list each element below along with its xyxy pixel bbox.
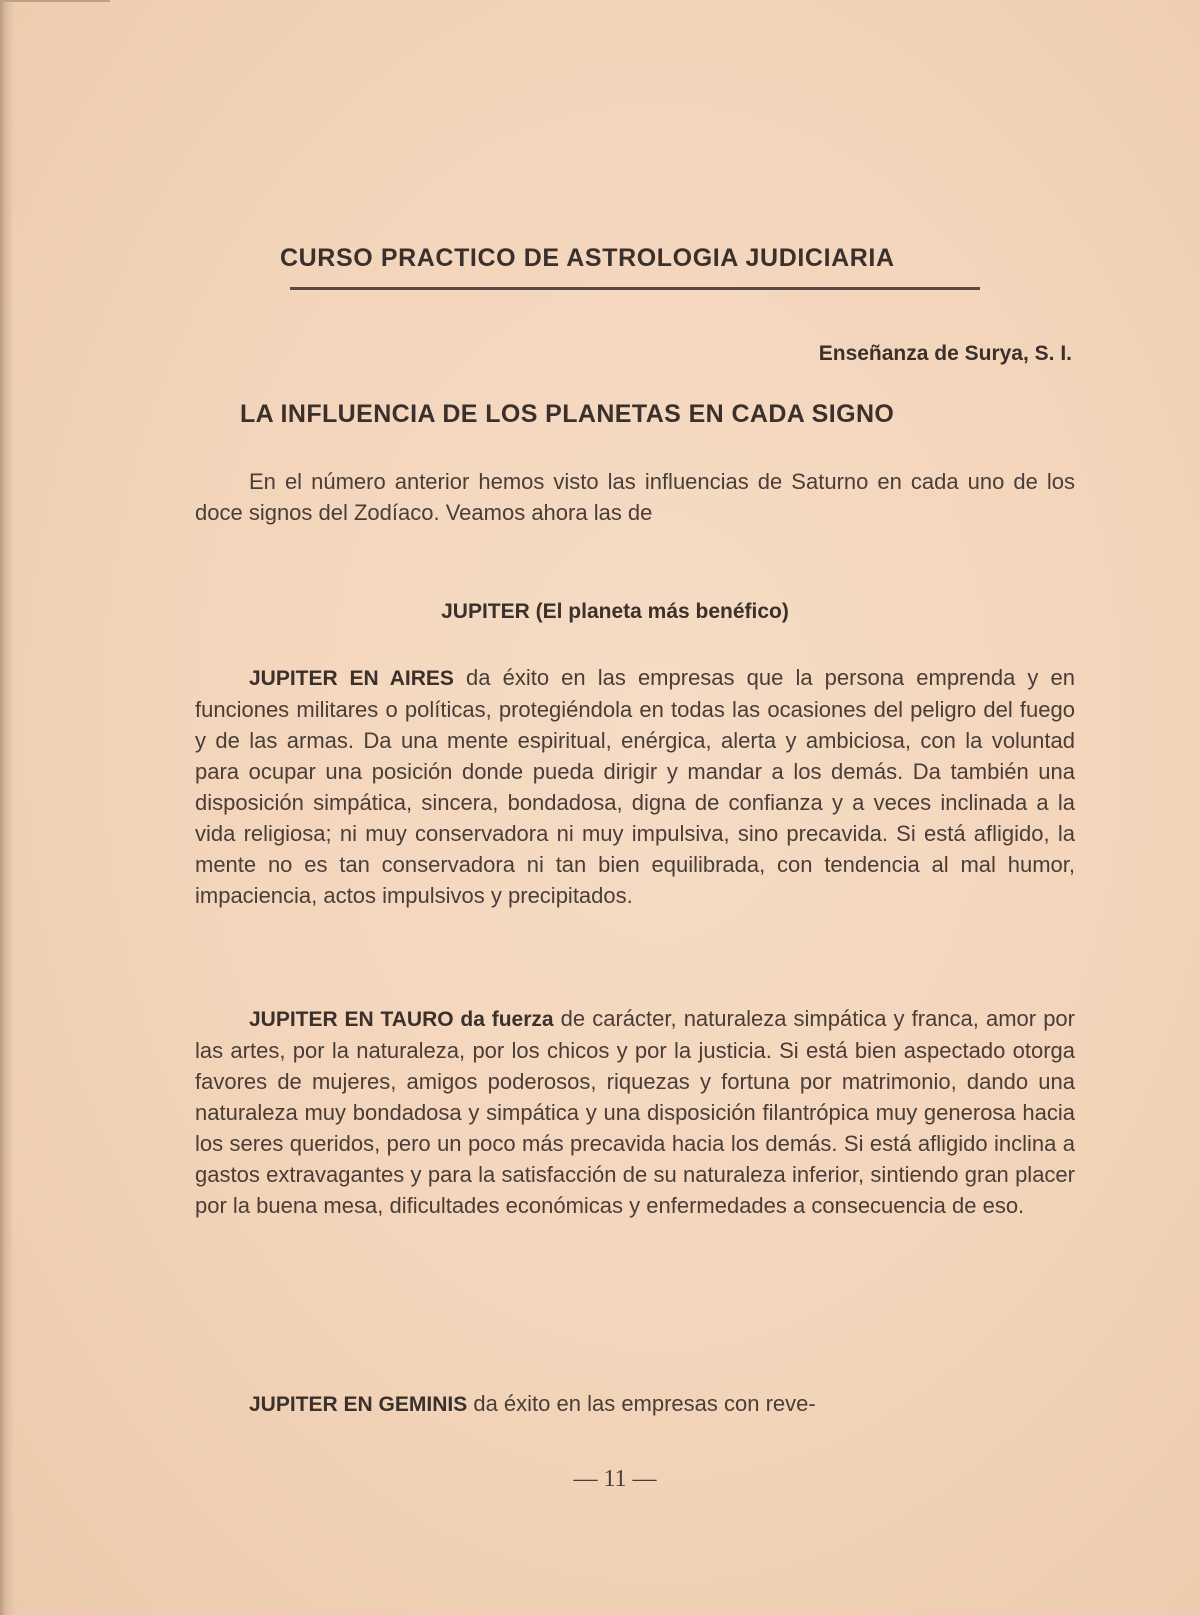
paragraph-jupiter-aries bbox=[195, 662, 1075, 911]
title-underline bbox=[290, 287, 980, 290]
lead-jupiter-aries: JUPITER EN AIRES bbox=[249, 667, 454, 690]
jupiter-heading: JUPITER (El planeta más benéfico) bbox=[441, 600, 789, 623]
course-title: CURSO PRACTICO DE ASTROLOGIA JUDICIARIA bbox=[280, 244, 895, 272]
section-title: LA INFLUENCIA DE LOS PLANETAS EN CADA SIGNO bbox=[240, 400, 895, 428]
paragraph-jupiter-geminis bbox=[195, 1388, 1075, 1420]
text-jupiter-geminis: da éxito en las empresas con reve- bbox=[473, 1391, 816, 1416]
text-jupiter-tauro: de carácter, naturaleza simpática y franca, amor por las artes, por la naturaleza, por los chicos y por la justicia. Si está bien aspectado otorga favores de mujeres, amigos poderosos, riquezas y fortuna por matrimonio, dando una naturaleza muy bondadosa y simpática y una disposición filantrópica muy generosa hacia los seres queridos, pero un poco más precavida hacia los demás. Si está afligido inclina a gastos extravagantes y para la satisfacción de su naturaleza inferior, sintiendo gran placer por la buena mesa, dificultades económicas y enfermedades a consecuencia de eso. bbox=[195, 1006, 1075, 1218]
page-binding-edge bbox=[0, 0, 14, 1615]
author-line: Enseñanza de Surya, S. I. bbox=[818, 342, 1072, 365]
intro-paragraph bbox=[195, 466, 1075, 528]
paragraph-jupiter-tauro bbox=[195, 1003, 1075, 1221]
page-number: — 11 — bbox=[573, 1466, 657, 1492]
lead-jupiter-geminis: JUPITER EN GEMINIS bbox=[249, 1393, 468, 1416]
intro-text: En el número anterior hemos visto las influencias de Saturno en cada uno de los doce signos del Zodíaco. Veamos ahora las de bbox=[195, 469, 1075, 525]
top-edge-rule bbox=[0, 0, 110, 2]
text-jupiter-aries: da éxito en las empresas que la persona emprenda y en funciones militares o políticas, protegiéndola en todas las ocasiones del peligro del fuego y de las armas. Da una mente espiritual, enérgica, alerta y ambiciosa, con la voluntad para ocupar una posición donde pueda dirigir y mandar a los demás. Da también una disposición simpática, sincera, bondadosa, digna de confianza y a veces inclinada a la vida religiosa; ni muy conservadora ni muy impulsiva, sino precavida. Si está afligido, la mente no es tan conservadora ni tan bien equilibrada, con tendencia al mal humor, impaciencia, actos impulsivos y precipitados. bbox=[195, 665, 1075, 908]
lead-jupiter-tauro: JUPITER EN TAURO da fuerza bbox=[249, 1008, 554, 1031]
